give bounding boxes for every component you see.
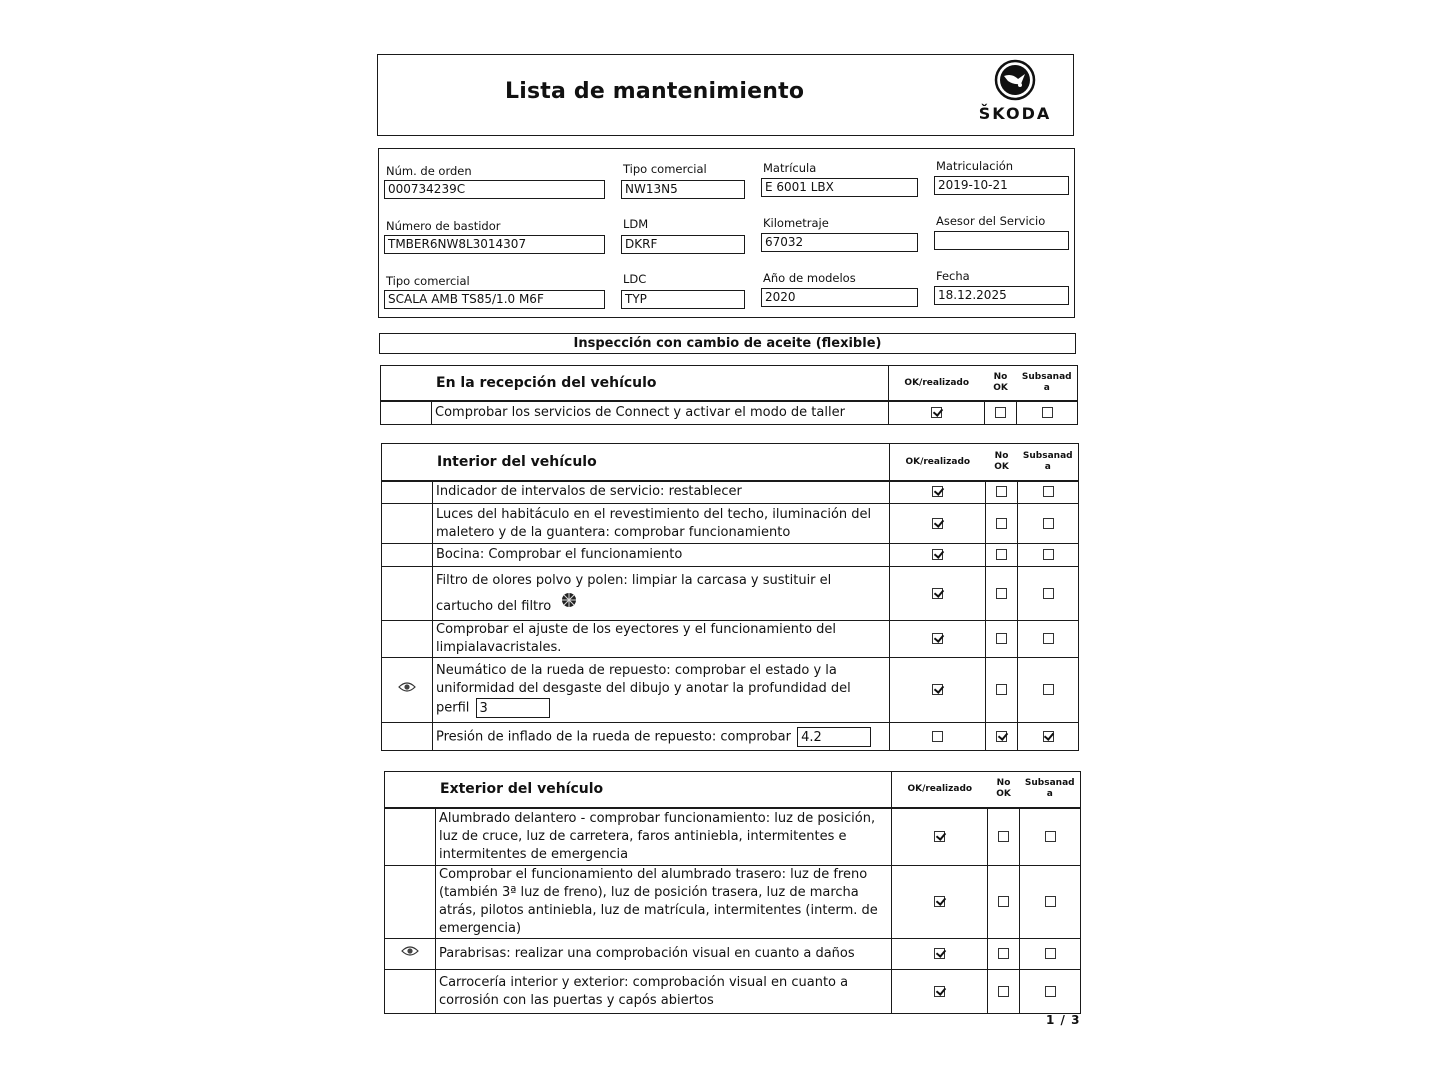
table-row: [382, 723, 1079, 751]
ok-checkbox[interactable]: [932, 633, 943, 644]
row-text: Indicador de intervalos de servicio: restablecer: [433, 481, 890, 504]
nok-checkbox[interactable]: [996, 588, 1007, 599]
fix-checkbox[interactable]: [1045, 986, 1056, 997]
brand-name: ŠKODA: [978, 104, 1052, 123]
section-title: Inspección con cambio de aceite (flexible): [379, 333, 1076, 354]
model-year-field: 2020: [761, 288, 918, 307]
table-row: [385, 866, 1081, 939]
plate-field: E 6001 LBX: [761, 178, 918, 197]
fix-column-header: Subsanad a: [1018, 444, 1079, 481]
fix-checkbox[interactable]: [1043, 486, 1054, 497]
interior-title: Interior del vehículo: [382, 444, 890, 481]
ok-checkbox[interactable]: [932, 731, 943, 742]
exterior-title: Exterior del vehículo: [385, 772, 892, 808]
ldm-field: DKRF: [621, 235, 745, 254]
fix-checkbox[interactable]: [1045, 896, 1056, 907]
row-text: Filtro de olores polvo y polen: limpiar la carcasa y sustituir el cartucho del filtro: [433, 567, 890, 621]
ok-checkbox[interactable]: [931, 407, 942, 418]
nok-checkbox[interactable]: [998, 948, 1009, 959]
reception-title: En la recepción del vehículo: [381, 366, 889, 401]
commercial-type-field: NW13N5: [621, 180, 745, 199]
row-text: Presión de inflado de la rueda de repuesto: comprobar 4.2: [433, 723, 890, 751]
reception-table: [380, 365, 1078, 425]
ok-checkbox[interactable]: [932, 684, 943, 695]
vehicle-info-panel: [378, 148, 1075, 318]
nok-checkbox[interactable]: [995, 407, 1006, 418]
table-row: [382, 544, 1079, 567]
fix-column-header: Subsanad a: [1017, 366, 1078, 401]
nok-checkbox[interactable]: [996, 633, 1007, 644]
table-row: [382, 481, 1079, 504]
document-title: Lista de mantenimiento: [505, 79, 805, 104]
order-number-label: Núm. de orden: [386, 164, 472, 178]
advisor-label: Asesor del Servicio: [936, 214, 1046, 228]
ok-column-header: OK/realizado: [889, 366, 985, 401]
eye-icon: [398, 681, 416, 693]
ok-column-header: OK/realizado: [890, 444, 986, 481]
nok-checkbox[interactable]: [998, 896, 1009, 907]
fix-checkbox[interactable]: [1043, 588, 1054, 599]
eye-icon: [401, 945, 419, 957]
row-text: Comprobar el ajuste de los eyectores y el funcionamiento del limpialavacristales.: [433, 621, 890, 658]
nok-checkbox[interactable]: [996, 549, 1007, 560]
nok-checkbox[interactable]: [998, 986, 1009, 997]
nok-checkbox[interactable]: [996, 518, 1007, 529]
table-row: [385, 970, 1081, 1014]
advisor-field: [934, 231, 1069, 250]
registration-field: 2019-10-21: [934, 176, 1069, 195]
nok-column-header: No OK: [986, 444, 1018, 481]
ok-checkbox[interactable]: [934, 831, 945, 842]
row-text: Parabrisas: realizar una comprobación visual en cuanto a daños: [436, 939, 892, 970]
vin-label: Número de bastidor: [386, 219, 501, 233]
document-header: [377, 54, 1074, 136]
mileage-field: 67032: [761, 233, 918, 252]
nok-checkbox[interactable]: [998, 831, 1009, 842]
row-text: Luces del habitáculo en el revestimiento del techo, iluminación del maletero y de la guantera: comprobar funcionamiento: [433, 504, 890, 544]
date-field: 18.12.2025: [934, 286, 1069, 305]
row-text: Comprobar los servicios de Connect y activar el modo de taller: [432, 401, 889, 425]
nok-checkbox[interactable]: [996, 684, 1007, 695]
skoda-emblem-icon: [994, 59, 1036, 101]
ldc-field: TYP: [621, 290, 745, 309]
row-text: Neumático de la rueda de repuesto: comprobar el estado y la uniformidad del desgaste del dibujo y anotar la profundidad del perfil 3: [433, 658, 890, 723]
ok-column-header: OK/realizado: [892, 772, 988, 808]
ok-checkbox[interactable]: [932, 549, 943, 560]
fix-column-header: Subsanad a: [1020, 772, 1081, 808]
table-row: [382, 504, 1079, 544]
tire-pressure-input[interactable]: 4.2: [797, 727, 871, 747]
row-text: Alumbrado delantero - comprobar funcionamiento: luz de posición, luz de cruce, luz de carretera, faros antiniebla, intermitentes e intermitentes de emergencia: [436, 808, 892, 866]
fix-checkbox[interactable]: [1043, 549, 1054, 560]
ok-checkbox[interactable]: [934, 948, 945, 959]
table-row: [382, 658, 1079, 723]
exterior-header: [385, 772, 1081, 808]
fix-checkbox[interactable]: [1043, 518, 1054, 529]
fix-checkbox[interactable]: [1043, 633, 1054, 644]
ok-checkbox[interactable]: [934, 986, 945, 997]
nok-column-header: No OK: [988, 772, 1020, 808]
ldm-label: LDM: [623, 217, 649, 231]
fix-checkbox[interactable]: [1045, 948, 1056, 959]
date-label: Fecha: [936, 269, 970, 283]
table-row: [382, 567, 1079, 621]
ok-checkbox[interactable]: [932, 486, 943, 497]
exterior-table: [384, 771, 1081, 1014]
reception-header: [381, 366, 1078, 401]
nok-checkbox[interactable]: [996, 486, 1007, 497]
commercial-type2-label: Tipo comercial: [386, 274, 470, 288]
filter-part-icon: [561, 592, 577, 608]
row-text: Comprobar el funcionamiento del alumbrado trasero: luz de freno (también 3ª luz de freno), luz de posición trasera, luz de marcha atrás, pilotos antiniebla, luz de matrícula, intermitentes (interm. de emergencia): [436, 866, 892, 939]
fix-checkbox[interactable]: [1042, 407, 1053, 418]
registration-label: Matriculación: [936, 159, 1014, 173]
nok-checkbox[interactable]: [996, 731, 1007, 742]
table-row: [385, 808, 1081, 866]
page-number: 1 / 3: [1046, 1013, 1081, 1027]
commercial-type2-field: SCALA AMB TS85/1.0 M6F: [384, 290, 605, 309]
fix-checkbox[interactable]: [1043, 684, 1054, 695]
ok-checkbox[interactable]: [932, 588, 943, 599]
plate-label: Matrícula: [763, 161, 817, 175]
interior-table: [381, 443, 1079, 751]
vin-field: TMBER6NW8L3014307: [384, 235, 605, 254]
ldc-label: LDC: [623, 272, 647, 286]
order-number-field: 000734239C: [384, 180, 605, 199]
ok-checkbox[interactable]: [932, 518, 943, 529]
interior-header: [382, 444, 1079, 481]
commercial-type-label: Tipo comercial: [623, 162, 707, 176]
fix-checkbox[interactable]: [1043, 731, 1054, 742]
table-row: [385, 939, 1081, 970]
nok-column-header: No OK: [985, 366, 1017, 401]
tread-depth-input[interactable]: 3: [476, 698, 550, 718]
model-year-label: Año de modelos: [763, 271, 856, 285]
skoda-logo: [969, 59, 1061, 131]
row-text: Carrocería interior y exterior: comprobación visual en cuanto a corrosión con las puertas y capós abiertos: [436, 970, 892, 1014]
table-row: [382, 621, 1079, 658]
fix-checkbox[interactable]: [1045, 831, 1056, 842]
table-row: [381, 401, 1078, 425]
mileage-label: Kilometraje: [763, 216, 829, 230]
row-text: Bocina: Comprobar el funcionamiento: [433, 544, 890, 567]
ok-checkbox[interactable]: [934, 896, 945, 907]
